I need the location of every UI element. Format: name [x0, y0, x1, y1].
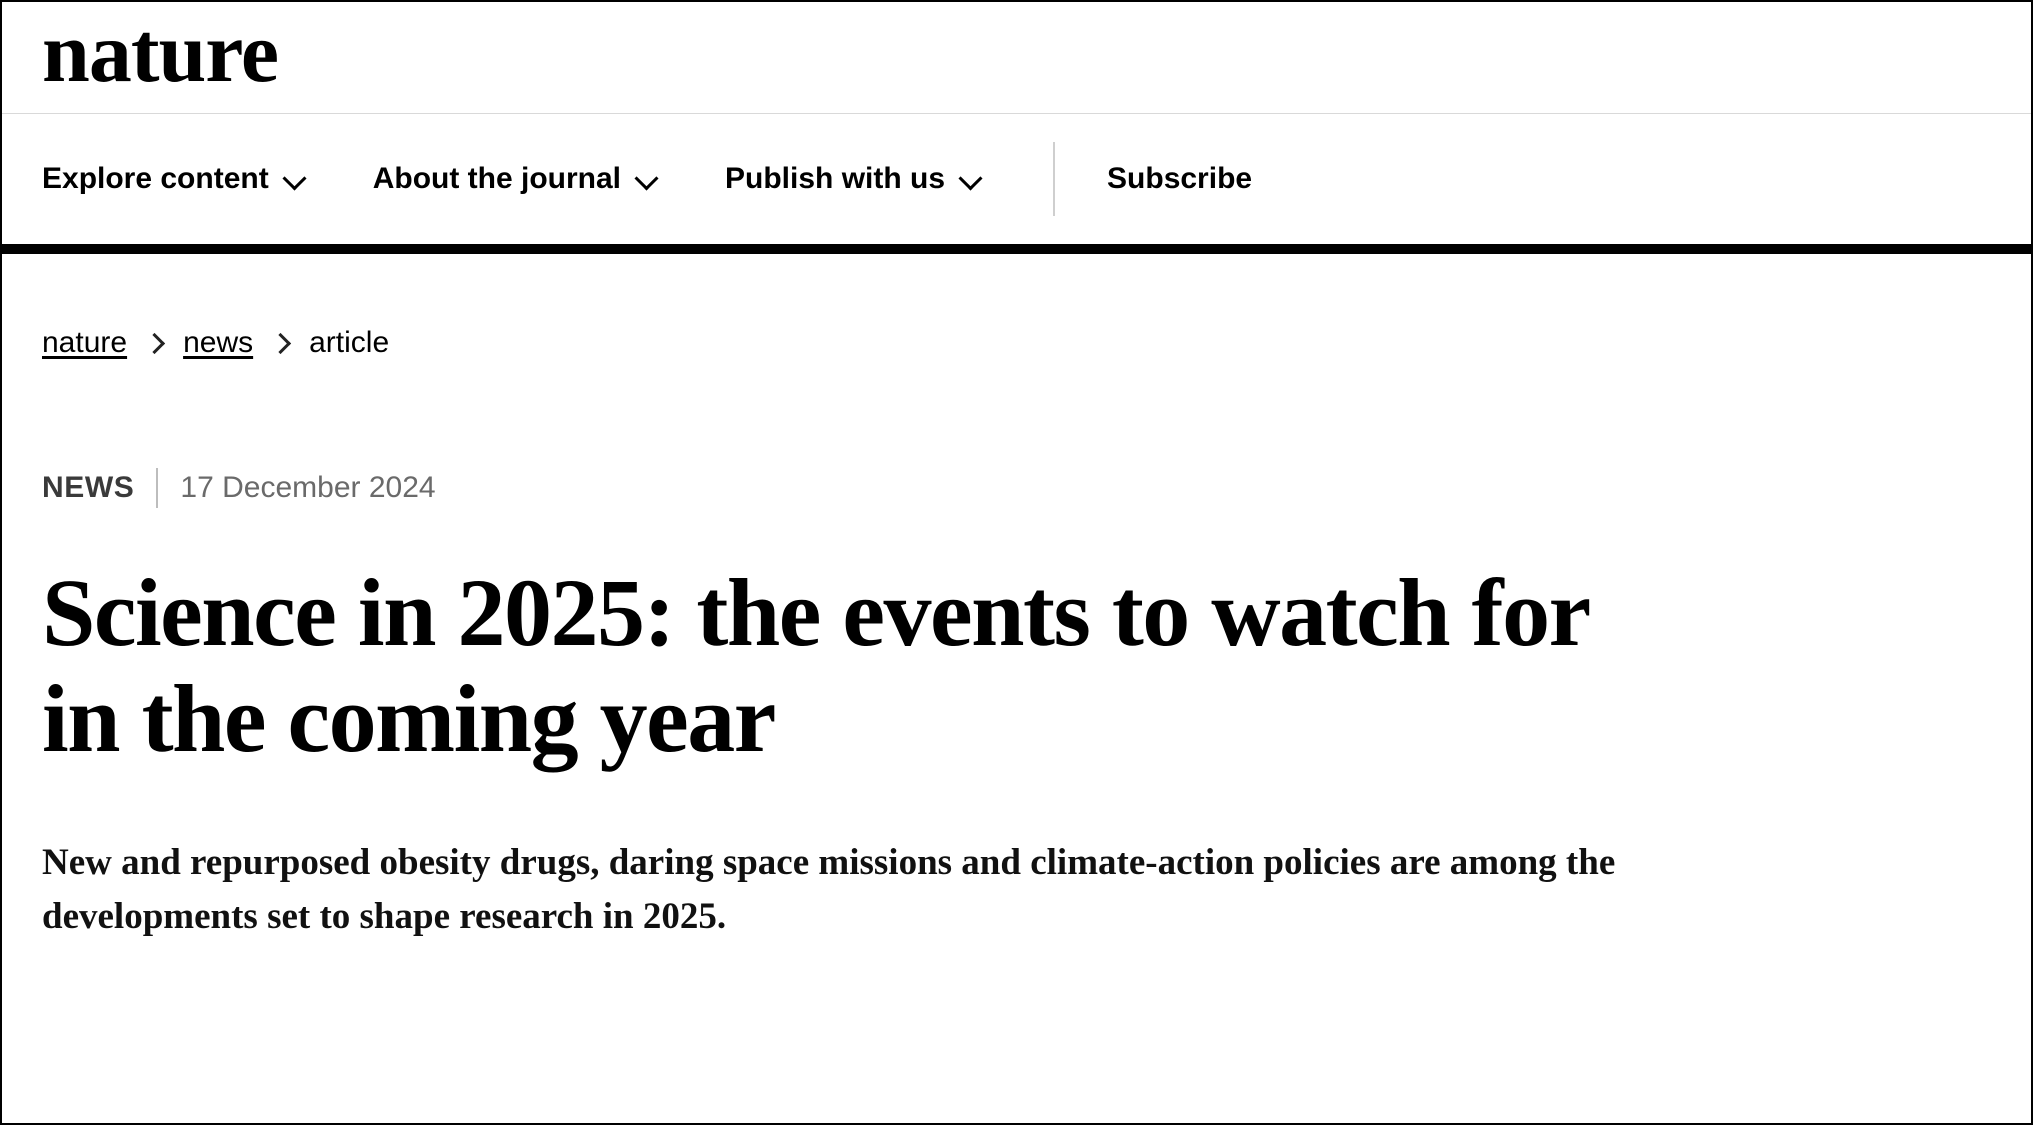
nav-item-explore-content[interactable]: [42, 162, 307, 196]
nav-item-label: Subscribe: [1107, 162, 1253, 195]
chevron-right-icon: [273, 335, 289, 351]
nav-item-subscribe[interactable]: [1107, 162, 1252, 196]
chevron-down-icon: [285, 168, 307, 190]
nature-logo[interactable]: nature: [42, 3, 279, 100]
nav-item-label: Explore content: [42, 162, 269, 195]
article-header: [2, 468, 2031, 945]
chevron-down-icon: [961, 168, 983, 190]
breadcrumb: [2, 326, 2031, 360]
site-masthead: [2, 2, 2031, 114]
page-title: Science in 2025: the events to watch for in the coming year: [42, 559, 1588, 772]
breadcrumb-item-nature[interactable]: nature: [42, 326, 128, 359]
meta-separator: [156, 468, 158, 508]
nav-item-label: Publish with us: [725, 162, 946, 195]
nav-item-publish-with-us[interactable]: [725, 162, 983, 196]
nav-item-label: About the journal: [372, 162, 622, 195]
breadcrumb-item-news[interactable]: news: [183, 326, 254, 359]
nav-divider: [1053, 142, 1055, 216]
article-standfirst: New and repurposed obesity drugs, daring space missions and climate-action policies are among the developments set to shape research in 2025.: [42, 841, 1616, 938]
article-type-label: NEWS: [42, 471, 135, 504]
article-meta: [42, 468, 1991, 508]
primary-navigation: [2, 114, 2031, 254]
breadcrumb-item-article: article: [309, 326, 390, 359]
chevron-down-icon: [637, 168, 659, 190]
nav-item-about-the-journal[interactable]: [373, 162, 659, 196]
article-date: 17 December 2024: [180, 471, 436, 504]
chevron-right-icon: [147, 335, 163, 351]
